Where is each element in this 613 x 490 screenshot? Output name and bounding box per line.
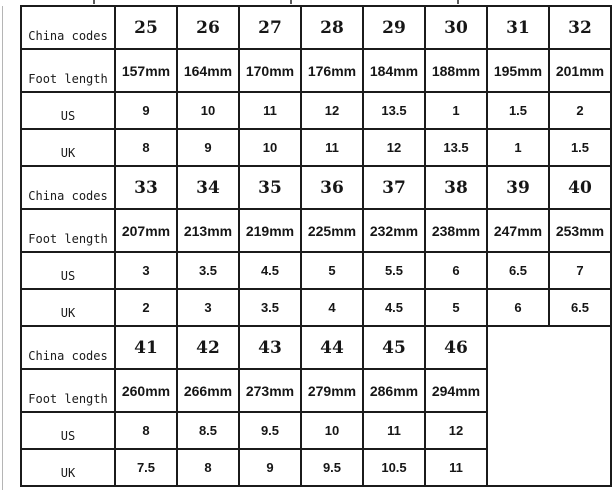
cell: 11 (301, 129, 363, 166)
cell: 8 (177, 449, 239, 486)
cell: 253mm (549, 209, 611, 252)
cell: 4 (301, 289, 363, 326)
cell: 4.5 (239, 252, 301, 289)
row-label: China codes (21, 166, 115, 209)
cell: 10 (239, 129, 301, 166)
cell: 41 (115, 326, 177, 369)
cell: 8 (115, 129, 177, 166)
cell: 11 (239, 92, 301, 129)
cell: 7 (549, 252, 611, 289)
cell: 29 (363, 6, 425, 49)
table-row (21, 289, 611, 326)
cell: 3.5 (177, 252, 239, 289)
cell: 207mm (115, 209, 177, 252)
cell: 201mm (549, 49, 611, 92)
cell: 11 (425, 449, 487, 486)
cropped-line-stub (93, 0, 95, 4)
cell: 43 (239, 326, 301, 369)
cell: 2 (115, 289, 177, 326)
cell: 195mm (487, 49, 549, 92)
table-row (21, 326, 611, 369)
row-label: US (21, 92, 115, 129)
cell: 279mm (301, 369, 363, 412)
cell: 8 (115, 412, 177, 449)
left-edge-artifact (2, 6, 3, 490)
row-label: Foot length (21, 49, 115, 92)
size-chart-table (20, 5, 612, 487)
cell: 9.5 (239, 412, 301, 449)
cell: 238mm (425, 209, 487, 252)
cell: 28 (301, 6, 363, 49)
cell: 26 (177, 6, 239, 49)
cell: 184mm (363, 49, 425, 92)
cell: 7.5 (115, 449, 177, 486)
row-label: US (21, 252, 115, 289)
cell: 247mm (487, 209, 549, 252)
cell: 260mm (115, 369, 177, 412)
cell: 13.5 (363, 92, 425, 129)
cell: 294mm (425, 369, 487, 412)
cell: 39 (487, 166, 549, 209)
row-label: US (21, 412, 115, 449)
cell: 9 (115, 92, 177, 129)
cell: 219mm (239, 209, 301, 252)
cell: 12 (301, 92, 363, 129)
cell: 9.5 (301, 449, 363, 486)
cell: 1 (487, 129, 549, 166)
cell: 8.5 (177, 412, 239, 449)
cell: 40 (549, 166, 611, 209)
table-row (21, 49, 611, 92)
row-label: Foot length (21, 369, 115, 412)
cell: 225mm (301, 209, 363, 252)
cell: 6.5 (549, 289, 611, 326)
table-row (21, 209, 611, 252)
cropped-line-stub (290, 0, 292, 4)
row-label: China codes (21, 326, 115, 369)
cell: 1.5 (487, 92, 549, 129)
cell: 213mm (177, 209, 239, 252)
cell: 44 (301, 326, 363, 369)
cell: 5 (425, 289, 487, 326)
cell: 45 (363, 326, 425, 369)
cropped-line-stub (457, 0, 459, 4)
cell: 12 (363, 129, 425, 166)
row-label: UK (21, 289, 115, 326)
cell: 9 (177, 129, 239, 166)
cell: 4.5 (363, 289, 425, 326)
cell: 3 (115, 252, 177, 289)
cell: 157mm (115, 49, 177, 92)
row-label: Foot length (21, 209, 115, 252)
row-label: UK (21, 129, 115, 166)
table-row (21, 166, 611, 209)
cell: 25 (115, 6, 177, 49)
cell: 6 (425, 252, 487, 289)
cell: 273mm (239, 369, 301, 412)
cell: 33 (115, 166, 177, 209)
cell: 188mm (425, 49, 487, 92)
table-row (21, 92, 611, 129)
cell: 46 (425, 326, 487, 369)
cell: 3 (177, 289, 239, 326)
cell: 3.5 (239, 289, 301, 326)
cell: 13.5 (425, 129, 487, 166)
cell: 9 (239, 449, 301, 486)
table-row (21, 129, 611, 166)
cell: 1.5 (549, 129, 611, 166)
empty-cell (487, 326, 611, 486)
row-label: China codes (21, 6, 115, 49)
cell: 32 (549, 6, 611, 49)
cell: 42 (177, 326, 239, 369)
cell: 6.5 (487, 252, 549, 289)
cell: 286mm (363, 369, 425, 412)
cell: 37 (363, 166, 425, 209)
cell: 12 (425, 412, 487, 449)
cell: 11 (363, 412, 425, 449)
cell: 164mm (177, 49, 239, 92)
cell: 10 (177, 92, 239, 129)
cell: 10.5 (363, 449, 425, 486)
table-row (21, 252, 611, 289)
row-label: UK (21, 449, 115, 486)
cell: 38 (425, 166, 487, 209)
cell: 27 (239, 6, 301, 49)
cell: 1 (425, 92, 487, 129)
cell: 232mm (363, 209, 425, 252)
cell: 266mm (177, 369, 239, 412)
cell: 170mm (239, 49, 301, 92)
cell: 2 (549, 92, 611, 129)
cell: 35 (239, 166, 301, 209)
cell: 31 (487, 6, 549, 49)
cell: 36 (301, 166, 363, 209)
cell: 5 (301, 252, 363, 289)
cell: 6 (487, 289, 549, 326)
table-row (21, 6, 611, 49)
cell: 176mm (301, 49, 363, 92)
cell: 34 (177, 166, 239, 209)
cell: 30 (425, 6, 487, 49)
cell: 5.5 (363, 252, 425, 289)
cell: 10 (301, 412, 363, 449)
